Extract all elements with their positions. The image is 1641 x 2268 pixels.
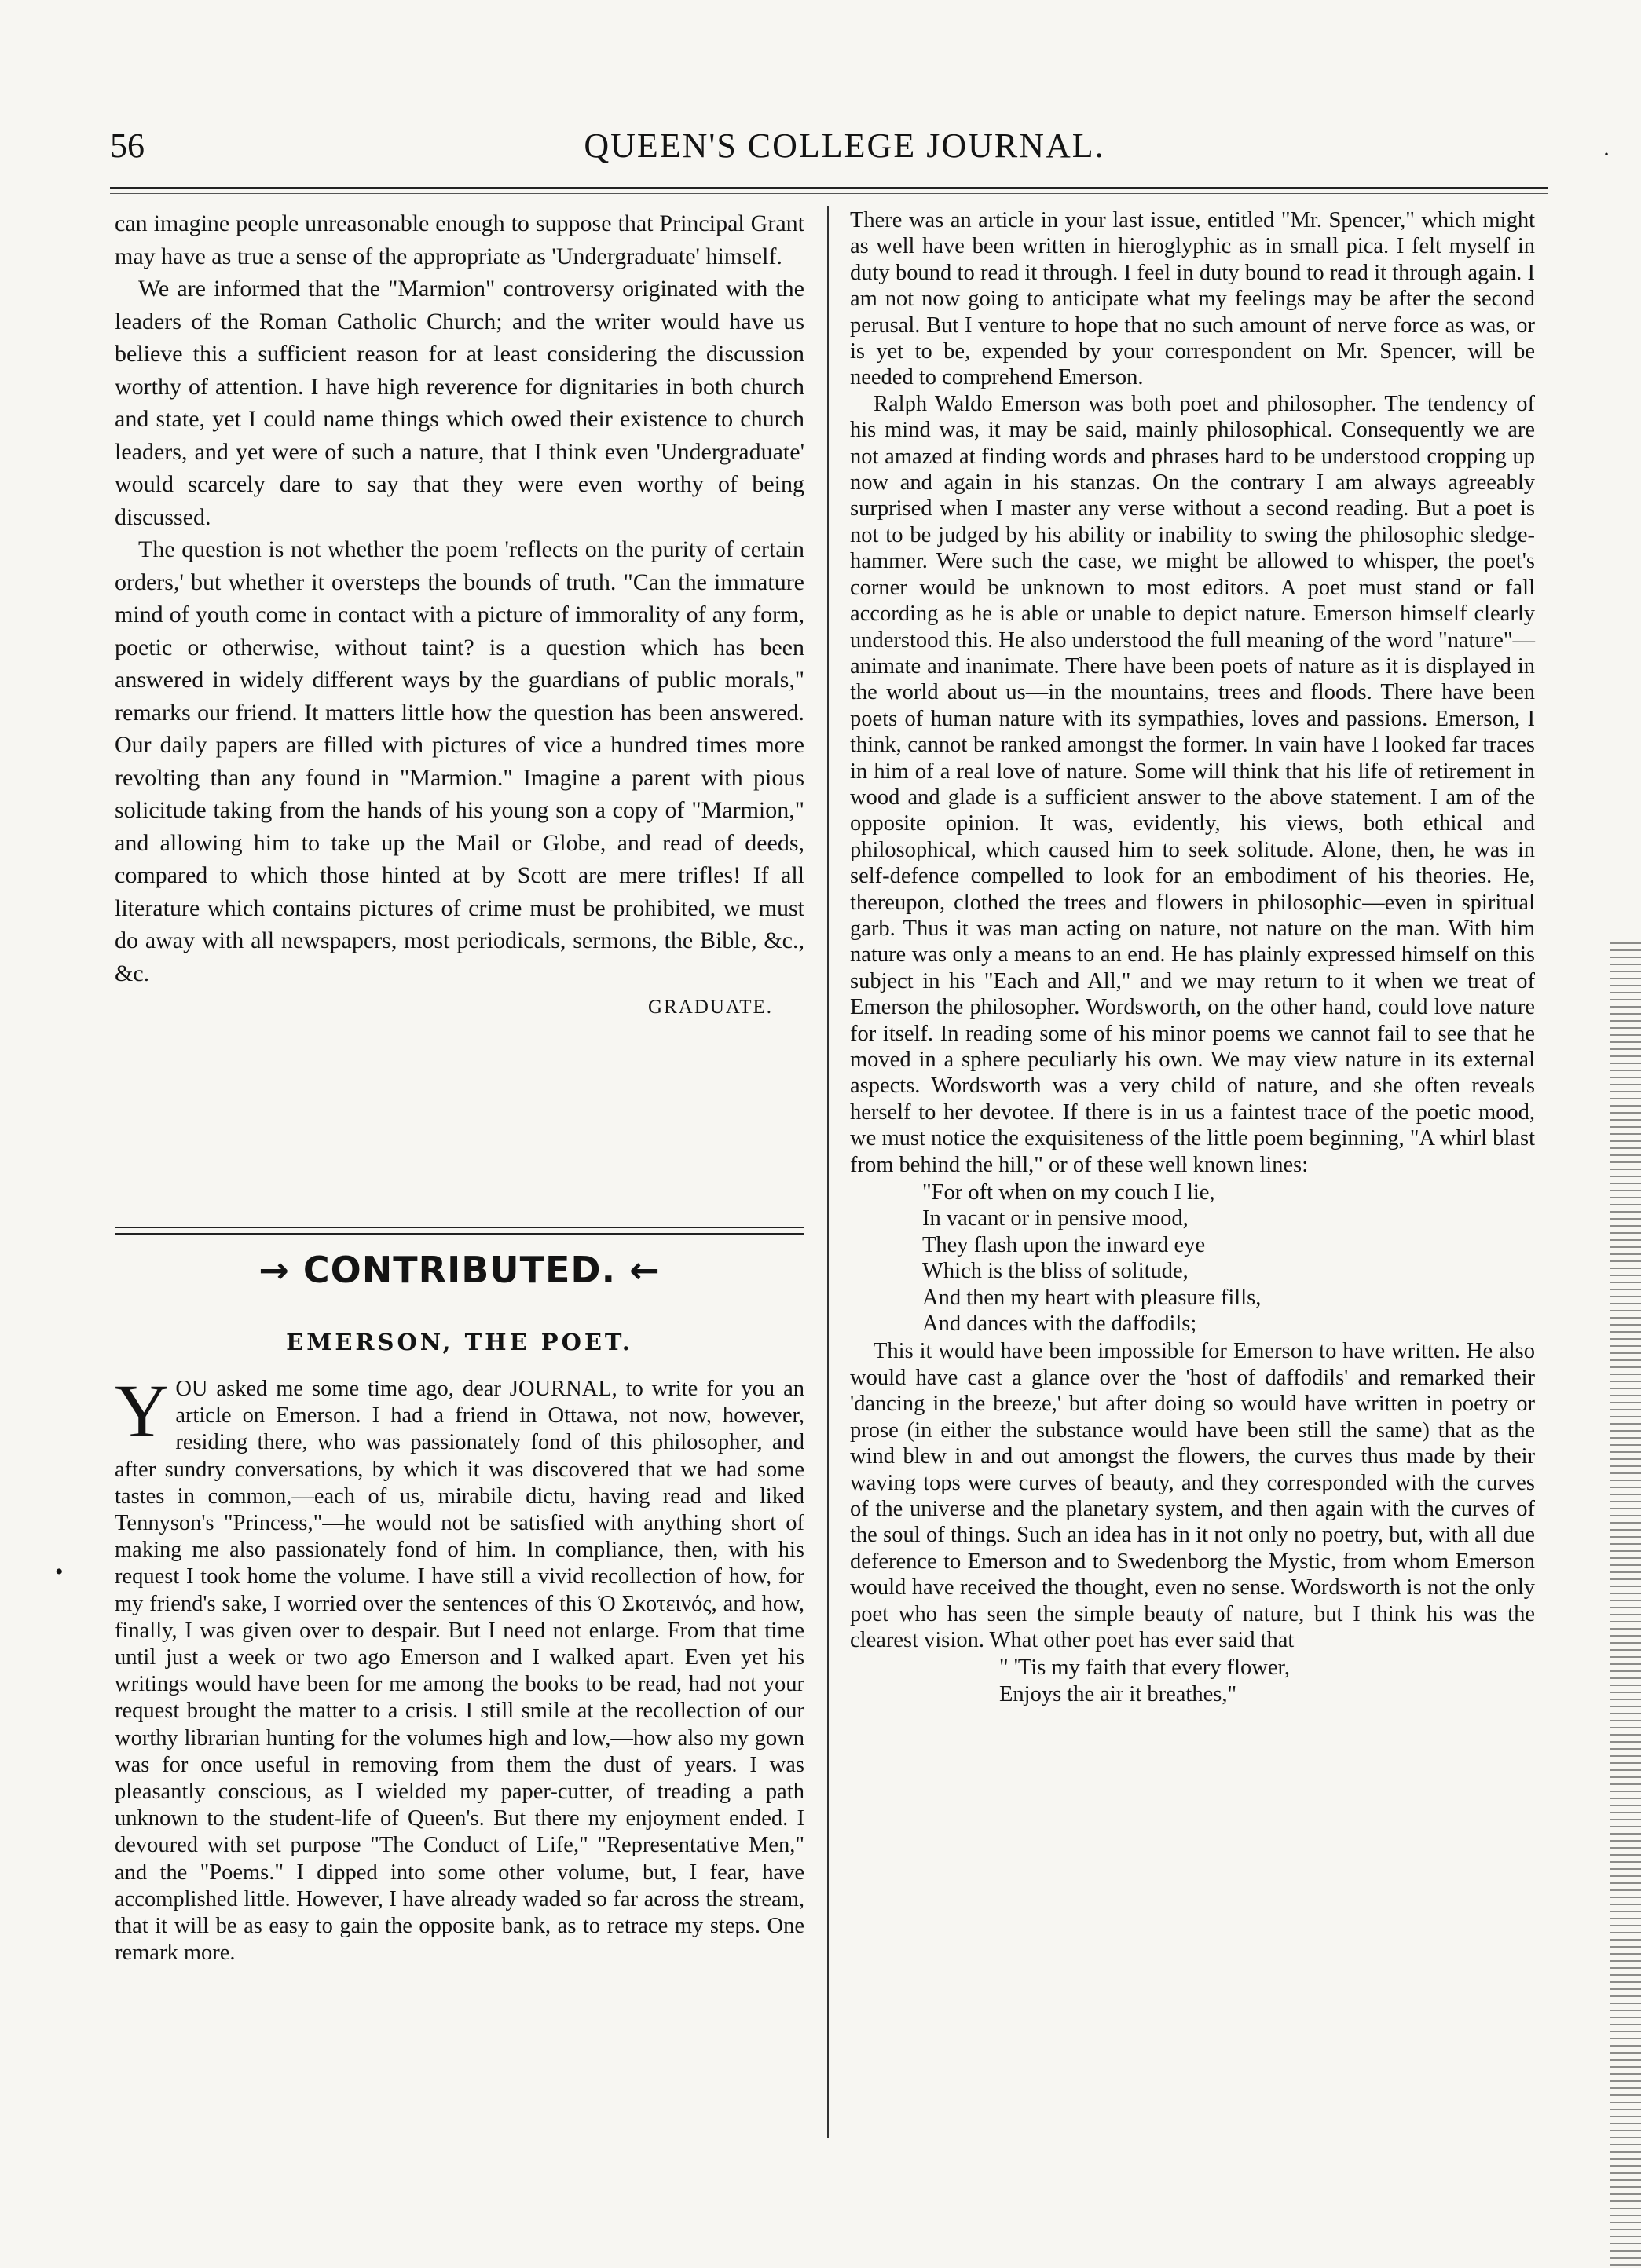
section-rule	[115, 1233, 804, 1235]
poem-line: In vacant or in pensive mood,	[922, 1206, 1189, 1231]
left-column-letter	[115, 207, 804, 1024]
poem-line: And then my heart with pleasure fills,	[922, 1285, 1262, 1310]
page-number: 56	[110, 126, 145, 165]
journal-title: QUEEN'S COLLEGE JOURNAL.	[584, 126, 1105, 165]
paragraph: There was an article in your last issue, entitled "Mr. Spencer," which might as well have been written in hieroglyphic as in small pica. I felt myself in duty bound to read it through. I feel in duty bound to read it through again. I am not now going to anticipate what my feelings may be after the second perusal. But I venture to hope that no such amount of nerve force as was, or is yet to be, expended by your correspondent on Mr. Spencer, will be needed to comprehend Emerson.	[850, 208, 1535, 390]
scan-speck: •	[55, 1559, 64, 1585]
poem-line: They flash upon the inward eye	[922, 1232, 1206, 1257]
section-title: → CONTRIBUTED. ←	[258, 1249, 661, 1291]
paragraph: can imagine people unreasonable enough to suppose that Principal Grant may have as true a sense of the appropriate as 'Undergraduate' himself.	[115, 210, 804, 269]
right-column	[850, 207, 1535, 1707]
poem-line: Which is the bliss of solitude,	[922, 1259, 1189, 1284]
poem-line: "For oft when on my couch I lie,	[922, 1180, 1215, 1205]
page-header	[110, 126, 1548, 181]
paragraph: Ralph Waldo Emerson was both poet and philosopher. The tendency of his mind was, it may be said, mainly philosophical. Consequently we are not amazed at finding words and phrases hard to be understood cropping up now and again in his stanzas. On the contrary I am always agreeably surprised when I master any verse without a second reading. But a poet is not to be judged by his ability or inability to swing the philosophic sledge-hammer. Were such the case, we might be allowed to whisper, the poet's corner would be unknown to most editors. A poet must stand or fall according as he is able or unable to depict nature. Emerson himself clearly understood this. He also understood the full meaning of the word "nature"—animate and inanimate. There have been poets of nature as it is displayed in the world about us—in the mountains, trees and floods. There have been poets of human nature with its sympathies, loves and passions. Emerson, I think, cannot be ranked amongst the former. In vain have I looked far traces in him of a real love of nature. Some will think that his life of retirement in wood and glade is a sufficient answer to the above statement. I am of the opposite opinion. It was, evidently, his views, both ethical and philosophical, which caused him to seek solitude. Alone, then, he was in self-defence compelled to look for an embodiment of his theories. He, thereupon, clothed the trees and flowers in philosophic—even in spiritual garb. Thus it was man acting on nature, not nature on the man. With him nature was only a means to an end. He has plainly expressed himself on this subject in his "Each and All," and we may return to it when we treat of Emerson the philosopher. Wordsworth, on the other hand, could love nature for itself. In reading some of his minor poems we cannot fail to see that he moved in a sphere peculiarly his own. We may view nature in its external aspects. Wordsworth was a very child of nature, and she often reveals herself to her devotee. If there is in us a faintest trace of the poetic mood, we must notice the exquisiteness of the little poem beginning, "A whirl blast from behind the hill," or of these well known lines:	[850, 391, 1535, 1177]
column-divider	[827, 206, 829, 2138]
section-rule	[115, 1227, 804, 1228]
header-rule-thin	[110, 193, 1548, 194]
scan-edge-noise	[1610, 942, 1641, 2268]
scan-speck: ·	[1603, 141, 1610, 167]
paragraph-text: OU asked me some time ago, dear JOURNAL, to write for you an article on Emerson. I had a friend in Ottawa, not now, however, residing there, who was passionately fond of this philosopher, and after sundry conversations, by which it was discovered that we had some tastes in common,—each of us, mirabile dictu, having read and liked Tennyson's "Princess,"—he would not be satisfied with anything short of making me also passionately fond of him. In compliance, then, with his request I took home the volume. I have still a vivid recollection of how, for my friend's sake, I worried over the sentences of this Ὁ Σκοτεινός, and how, finally, I was given over to despair. But I need not enlarge. From that time until just a week or two ago Emerson and I walked apart. Even yet his writings would have been for me among the books to be read, had not your request brought the matter to a crisis. I still smile at the recollection of our worthy librarian hunting for the volumes high and low,—how also my gown was for once useful in removing from them the dust of years. I was pleasantly conscious, as I wielded my paper-cutter, of treading a path unknown to the student-life of Queen's. But there my enjoyment ended. I devoured with set purpose "The Conduct of Life," "Representative Men," and the "Poems." I dipped into some other volume, but, I fear, have accomplished little. However, I have already waded so far across the stream, that it will be as easy to gain the opposite bank, as to retrace my steps. One remark more.	[115, 1377, 804, 1966]
left-column-article	[115, 1369, 804, 1966]
signature: GRADUATE.	[648, 997, 773, 1018]
poem-line: And dances with the daffodils;	[922, 1311, 1197, 1337]
poem-quote	[922, 1180, 1535, 1337]
article-opening-paragraph	[115, 1369, 804, 1966]
paragraph: We are informed that the "Marmion" controversy originated with the leaders of the Roman Catholic Church; and the writer would have us believe this a sufficient reason for at least considering the discussion worthy of attention. I have high reverence for dignitaries in both church and state, yet I could name things which owed their existence to church leaders, and yet were of such a nature, that I think even 'Undergraduate' would scarcely dare to say that they were even worthy of being discussed.	[115, 276, 804, 530]
poem-quote	[999, 1655, 1535, 1707]
paragraph: This it would have been impossible for Emerson to have written. He also would have cast a glance over the 'host of daffodils' and remarked their 'dancing in the breeze,' but after doing so would have written in poetry or prose (in either the substance would have been still the same) that as the wind blew in and out amongst the flowers, the curves thus made by their waving tops were curves of beauty, and they corresponded with the curves of the universe and the planetary system, and then again with the curves of the soul of things. Such an idea has in it not only no poetry, but, with all due deference to Emerson and to Swedenborg the Mystic, from whom Emerson would have received the thought, even no sense. Wordsworth is not the only poet who has seen the simple beauty of nature, but I think his was the clearest vision. What other poet has ever said that	[850, 1339, 1535, 1652]
drop-cap: Y	[115, 1369, 170, 1453]
poem-line: Enjoys the air it breathes,"	[999, 1681, 1237, 1706]
article-title: EMERSON, THE POET.	[286, 1329, 633, 1355]
poem-line: " 'Tis my faith that every flower,	[999, 1655, 1290, 1681]
paragraph: The question is not whether the poem 'reflects on the purity of certain orders,' but whether it oversteps the bounds of truth. "Can the immature mind of youth come in contact with a picture of immorality of any form, poetic or otherwise, without taint? is a question which has been answered in widely different ways by the guardians of public morals," remarks our friend. It matters little how the question has been answered. Our daily papers are filled with pictures of vice a hundred times more revolting than any found in "Marmion." Imagine a parent with pious solicitude taking from the hands of his young son a copy of "Marmion," and allowing him to take up the Mail or Globe, and read of deeds, compared to which those hinted at by Scott are mere trifles! If all literature which contains pictures of crime must be prohibited, we must do away with all newspapers, most periodicals, sermons, the Bible, &c., &c.	[115, 536, 804, 986]
header-rule	[110, 187, 1548, 189]
